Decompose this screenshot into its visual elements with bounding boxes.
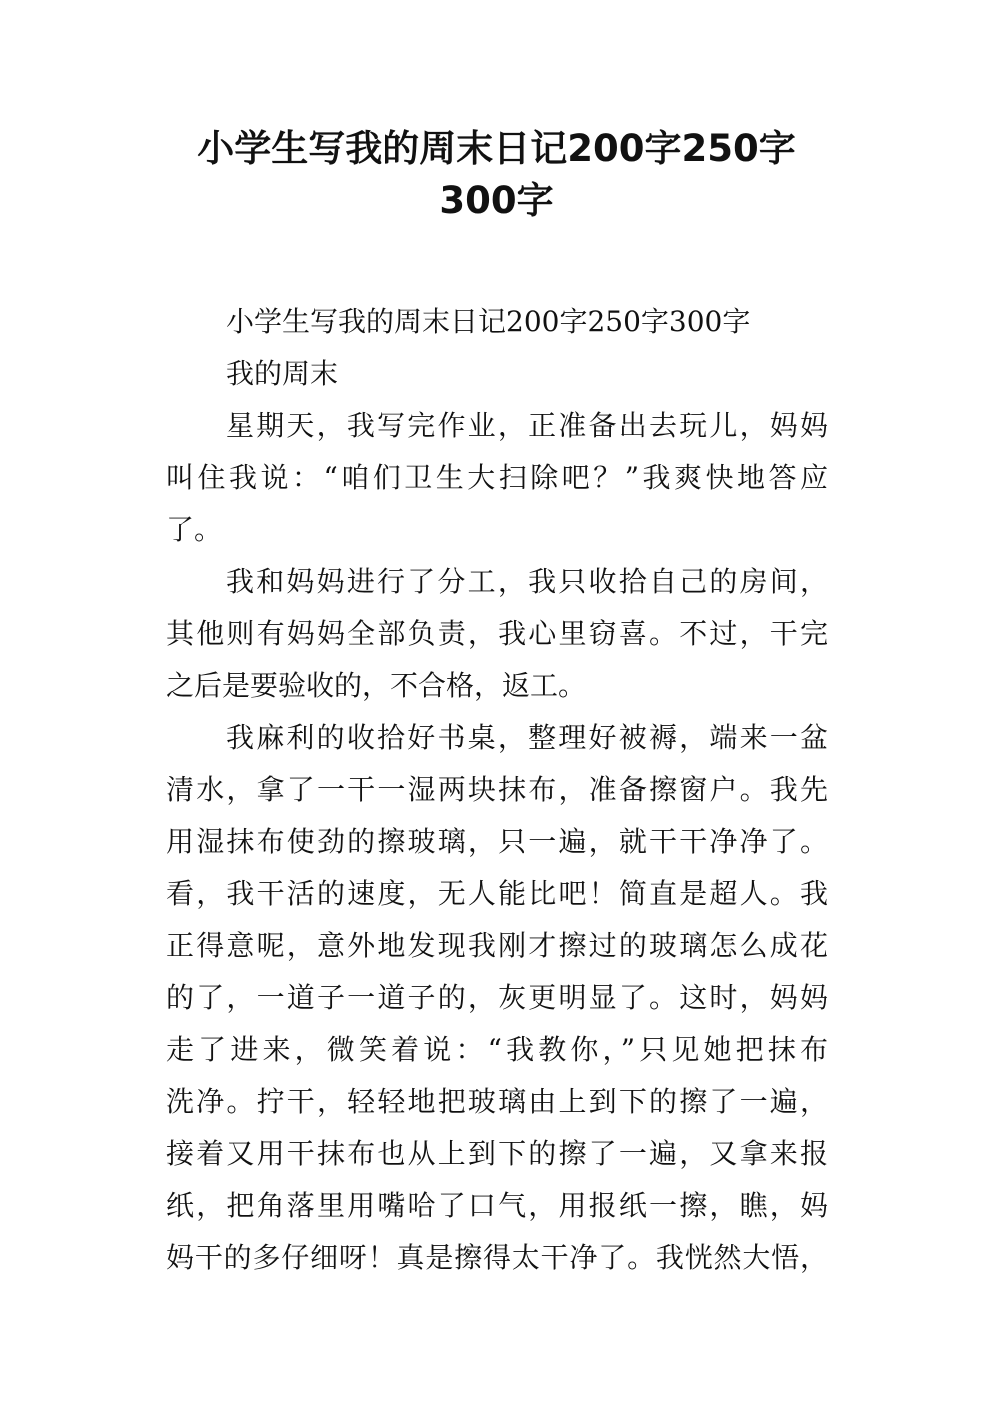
body-text-line: 我和妈妈进行了分工，我只收拾自己的房间，	[226, 565, 828, 598]
body-text-line: 妈干的多仔细呀！真是擦得太干净了。我恍然大悟，	[166, 1241, 828, 1274]
body-text-line: 接着又用干抹布也从上到下的擦了一遍，又拿来报	[166, 1137, 828, 1170]
body-text-line: 小学生写我的周末日记200字250字300字	[226, 305, 751, 338]
body-text-line: 了。	[166, 513, 223, 546]
body-text-line: 其他则有妈妈全部负责，我心里窃喜。不过，干完	[166, 617, 828, 650]
body-text-line: 用湿抹布使劲的擦玻璃，只一遍，就干干净净了。	[166, 825, 828, 858]
document-title-line-1: 小学生写我的周末日记200字250字	[197, 127, 796, 170]
body-text-line: 叫住我说：“咱们卫生大扫除吧？”我爽快地答应	[166, 461, 828, 494]
body-text-line: 纸，把角落里用嘴哈了口气，用报纸一擦，瞧，妈	[166, 1189, 828, 1222]
body-text-line: 星期天，我写完作业，正准备出去玩儿，妈妈	[226, 409, 828, 442]
body-text-line: 看，我干活的速度，无人能比吧！简直是超人。我	[166, 877, 828, 910]
document-title-line-2: 300字	[439, 179, 554, 222]
body-text-line: 正得意呢，意外地发现我刚才擦过的玻璃怎么成花	[166, 929, 828, 962]
body-text-line: 我麻利的收拾好书桌，整理好被褥，端来一盆	[226, 721, 828, 754]
body-text-line: 我的周末	[226, 357, 339, 390]
body-text-line: 走了进来，微笑着说：“我教你，”只见她把抹布	[166, 1033, 828, 1066]
body-text-line: 洗净。拧干，轻轻地把玻璃由上到下的擦了一遍，	[166, 1085, 828, 1118]
body-text-line: 清水，拿了一干一湿两块抹布，准备擦窗户。我先	[166, 773, 828, 806]
body-text-line: 的了，一道子一道子的，灰更明显了。这时，妈妈	[166, 981, 828, 1014]
body-text-line: 之后是要验收的，不合格，返工。	[166, 669, 587, 702]
document-body	[166, 296, 828, 1284]
